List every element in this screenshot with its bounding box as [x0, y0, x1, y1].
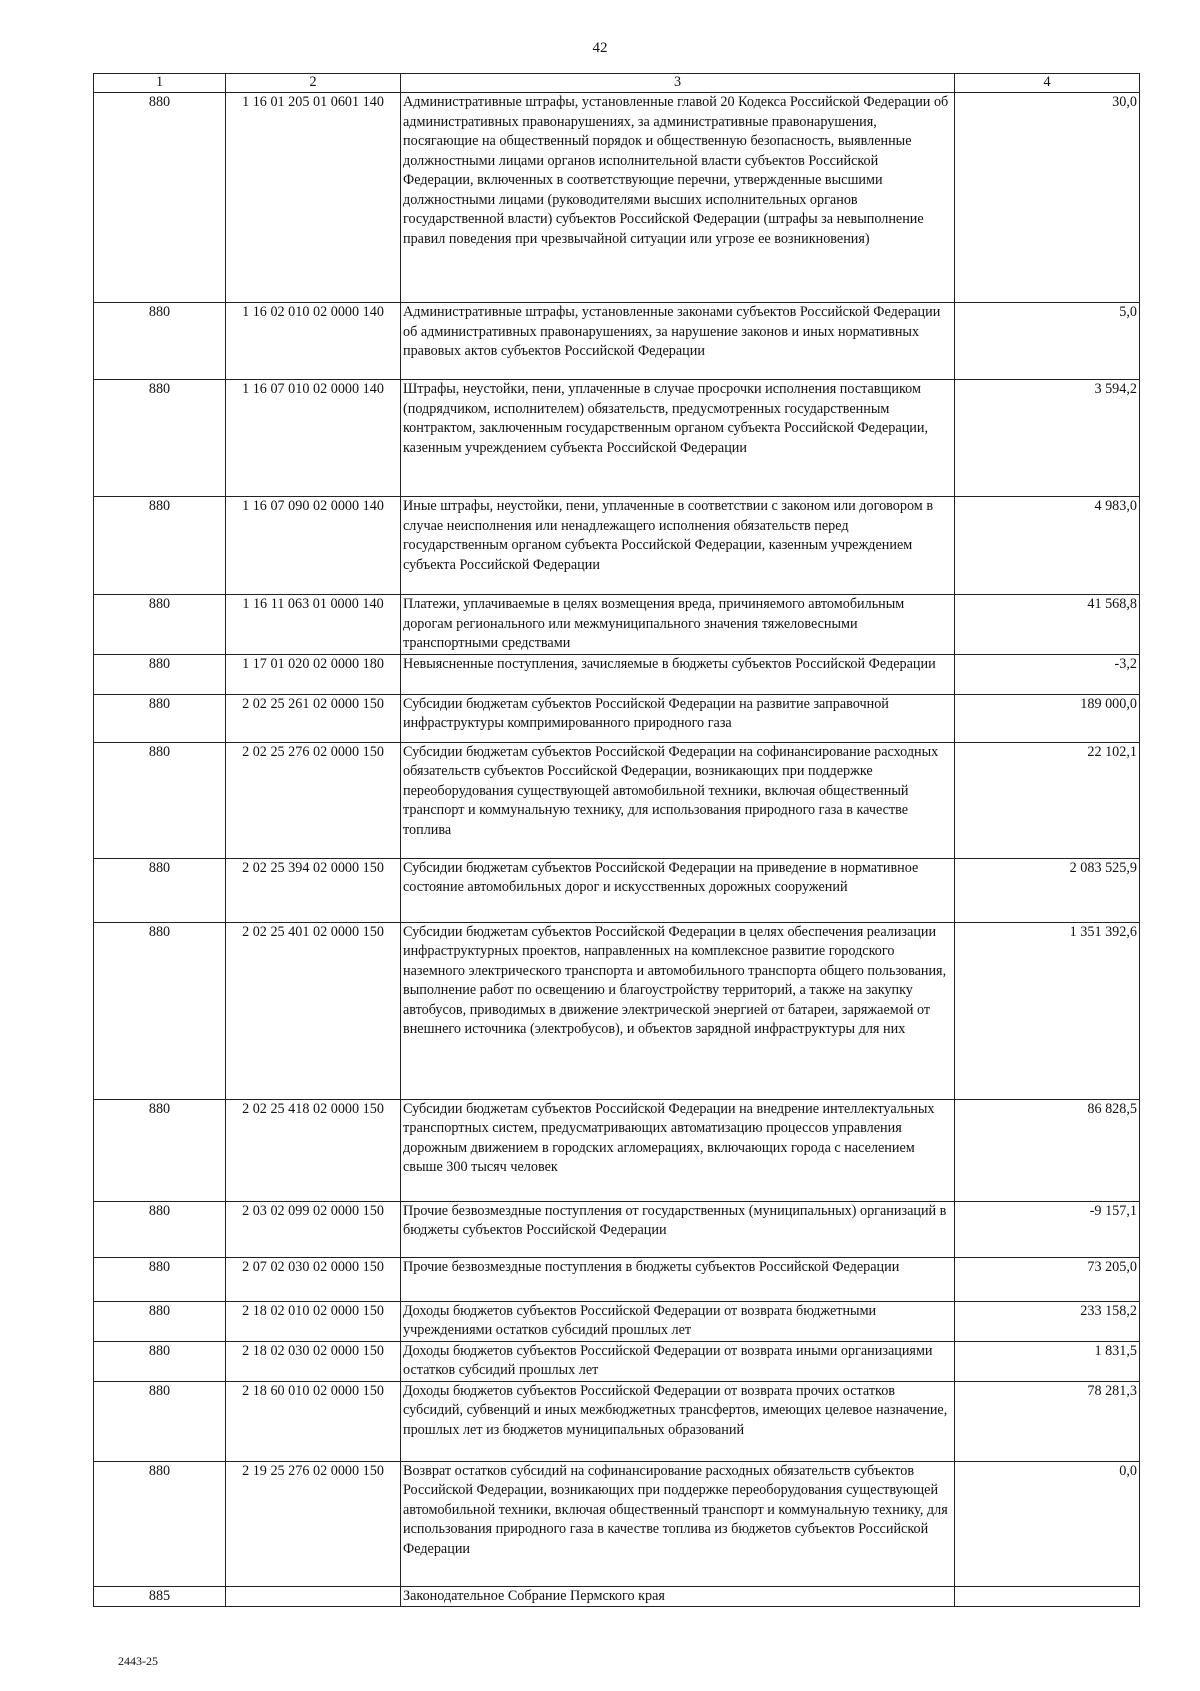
- amount-cell: [955, 1586, 1140, 1607]
- amount-cell: 78 281,3: [955, 1381, 1140, 1461]
- amount-cell: 2 083 525,9: [955, 858, 1140, 922]
- page-number: 42: [592, 40, 608, 56]
- admin-code-cell: 885: [94, 1586, 226, 1607]
- header-column-3: 3: [401, 74, 955, 93]
- admin-code-cell: 880: [94, 922, 226, 1099]
- admin-code-cell: 880: [94, 742, 226, 858]
- table-row: [94, 1586, 1140, 1607]
- amount-cell: -9 157,1: [955, 1201, 1140, 1257]
- admin-code-cell: 880: [94, 380, 226, 497]
- admin-code-cell: 880: [94, 1461, 226, 1586]
- description-cell: Административные штрафы, установленные главой 20 Кодекса Российской Федерации об административных правонарушениях, за административные правонарушения, посягающие на общественный порядок и общественную безопасность, выявленные должностными лицами органов исполнительной власти субъектов Российской Федерации, включенных в соответствующие перечни, утвержденные высшими должностными лицами (руководителями высших исполнительных органов государственной власти) субъектов Российской Федерации (штрафы за невыполнение правил поведения при чрезвычайной ситуации или угрозе ее возникновения): [401, 93, 955, 303]
- budget-code-cell: 2 02 25 418 02 0000 150: [226, 1099, 401, 1201]
- table-row: [94, 1381, 1140, 1461]
- admin-code-cell: 880: [94, 1257, 226, 1301]
- amount-cell: 0,0: [955, 1461, 1140, 1586]
- table-row: [94, 1301, 1140, 1341]
- budget-code-cell: 1 17 01 020 02 0000 180: [226, 654, 401, 694]
- budget-code-cell: 2 02 25 394 02 0000 150: [226, 858, 401, 922]
- admin-code-cell: 880: [94, 1341, 226, 1381]
- amount-cell: 1 831,5: [955, 1341, 1140, 1381]
- amount-cell: 233 158,2: [955, 1301, 1140, 1341]
- table-row: [94, 858, 1140, 922]
- budget-code-cell: 2 02 25 401 02 0000 150: [226, 922, 401, 1099]
- budget-code-cell: 2 07 02 030 02 0000 150: [226, 1257, 401, 1301]
- table-header-row: [94, 74, 1140, 93]
- admin-code-cell: 880: [94, 694, 226, 742]
- description-cell: Субсидии бюджетам субъектов Российской Федерации в целях обеспечения реализации инфраструктурных проектов, направленных на комплексное развитие городского наземного электрического транспорта и автомобильного транспорта общего пользования, выполнение работ по освещению и благоустройству территорий, а также на закупку автобусов, приводимых в движение электрической энергией от батареи, заряжаемой от внешнего источника (электробусов), и объектов зарядной инфраструктуры для них: [401, 922, 955, 1099]
- table-body: [94, 93, 1140, 1607]
- description-cell: Субсидии бюджетам субъектов Российской Федерации на софинансирование расходных обязательств субъектов Российской Федерации, возникающих при поддержке переоборудования существующей автомобильной техники, включая общественный транспорт и коммунальную технику, для использования природного газа в качестве топлива: [401, 742, 955, 858]
- description-cell: Субсидии бюджетам субъектов Российской Федерации на внедрение интеллектуальных транспортных систем, предусматривающих автоматизацию процессов управления дорожным движением в городских агломерациях, включающих города с населением свыше 300 тысяч человек: [401, 1099, 955, 1201]
- admin-code-cell: 880: [94, 1201, 226, 1257]
- admin-code-cell: 880: [94, 1301, 226, 1341]
- budget-code-cell: 2 19 25 276 02 0000 150: [226, 1461, 401, 1586]
- table-row: [94, 1461, 1140, 1586]
- admin-code-cell: 880: [94, 858, 226, 922]
- description-cell: Невыясненные поступления, зачисляемые в бюджеты субъектов Российской Федерации: [401, 654, 955, 694]
- table-row: [94, 595, 1140, 655]
- admin-code-cell: 880: [94, 497, 226, 595]
- budget-code-cell: 1 16 02 010 02 0000 140: [226, 303, 401, 380]
- budget-code-cell: 1 16 11 063 01 0000 140: [226, 595, 401, 655]
- description-cell: Возврат остатков субсидий на софинансирование расходных обязательств субъектов Российской Федерации, возникающих при поддержке переоборудования существующей автомобильной техники, включая общественный транспорт и коммунальную технику, для использования природного газа в качестве топлива из бюджетов субъектов Российской Федерации: [401, 1461, 955, 1586]
- table-row: [94, 303, 1140, 380]
- amount-cell: 73 205,0: [955, 1257, 1140, 1301]
- admin-code-cell: 880: [94, 303, 226, 380]
- budget-code-cell: 2 02 25 261 02 0000 150: [226, 694, 401, 742]
- table-row: [94, 1257, 1140, 1301]
- description-cell: Субсидии бюджетам субъектов Российской Федерации на приведение в нормативное состояние автомобильных дорог и искусственных дорожных сооружений: [401, 858, 955, 922]
- table-row: [94, 654, 1140, 694]
- table-row: [94, 1099, 1140, 1201]
- budget-code-cell: 2 18 02 030 02 0000 150: [226, 1341, 401, 1381]
- header-column-1: 1: [94, 74, 226, 93]
- budget-code-cell: 2 18 60 010 02 0000 150: [226, 1381, 401, 1461]
- admin-code-cell: 880: [94, 1381, 226, 1461]
- description-cell: Доходы бюджетов субъектов Российской Федерации от возврата прочих остатков субсидий, субвенций и иных межбюджетных трансфертов, имеющих целевое назначение, прошлых лет из бюджетов муниципальных образований: [401, 1381, 955, 1461]
- description-cell: Прочие безвозмездные поступления от государственных (муниципальных) организаций в бюджеты субъектов Российской Федерации: [401, 1201, 955, 1257]
- amount-cell: 3 594,2: [955, 380, 1140, 497]
- description-cell: Законодательное Собрание Пермского края: [401, 1586, 955, 1607]
- amount-cell: 22 102,1: [955, 742, 1140, 858]
- amount-cell: 5,0: [955, 303, 1140, 380]
- description-cell: Доходы бюджетов субъектов Российской Федерации от возврата бюджетными учреждениями остатков субсидий прошлых лет: [401, 1301, 955, 1341]
- table-row: [94, 380, 1140, 497]
- amount-cell: 41 568,8: [955, 595, 1140, 655]
- description-cell: Штрафы, неустойки, пени, уплаченные в случае просрочки исполнения поставщиком (подрядчиком, исполнителем) обязательств, предусмотренных государственным контрактом, заключенным государственным органом субъекта Российской Федерации, казенным учреждением субъекта Российской Федерации: [401, 380, 955, 497]
- amount-cell: 189 000,0: [955, 694, 1140, 742]
- budget-code-cell: 1 16 07 090 02 0000 140: [226, 497, 401, 595]
- admin-code-cell: 880: [94, 1099, 226, 1201]
- budget-table: [93, 73, 1140, 1607]
- description-cell: Субсидии бюджетам субъектов Российской Федерации на развитие заправочной инфраструктуры компримированного природного газа: [401, 694, 955, 742]
- amount-cell: -3,2: [955, 654, 1140, 694]
- budget-code-cell: 2 02 25 276 02 0000 150: [226, 742, 401, 858]
- amount-cell: 30,0: [955, 93, 1140, 303]
- budget-code-cell: 2 03 02 099 02 0000 150: [226, 1201, 401, 1257]
- budget-code-cell: [226, 1586, 401, 1607]
- description-cell: Административные штрафы, установленные законами субъектов Российской Федерации об административных правонарушениях, за нарушение законов и иных нормативных правовых актов субъектов Российской Федерации: [401, 303, 955, 380]
- amount-cell: 4 983,0: [955, 497, 1140, 595]
- document-code: 2443-25: [118, 1654, 158, 1668]
- table-row: [94, 922, 1140, 1099]
- admin-code-cell: 880: [94, 595, 226, 655]
- amount-cell: 1 351 392,6: [955, 922, 1140, 1099]
- table-row: [94, 742, 1140, 858]
- admin-code-cell: 880: [94, 93, 226, 303]
- header-column-2: 2: [226, 74, 401, 93]
- table-row: [94, 1341, 1140, 1381]
- budget-code-cell: 2 18 02 010 02 0000 150: [226, 1301, 401, 1341]
- table-row: [94, 694, 1140, 742]
- budget-code-cell: 1 16 07 010 02 0000 140: [226, 380, 401, 497]
- budget-code-cell: 1 16 01 205 01 0601 140: [226, 93, 401, 303]
- description-cell: Иные штрафы, неустойки, пени, уплаченные в соответствии с законом или договором в случае неисполнения или ненадлежащего исполнения обязательств перед государственным органом субъекта Российской Федерации, казенным учреждением субъекта Российской Федерации: [401, 497, 955, 595]
- amount-cell: 86 828,5: [955, 1099, 1140, 1201]
- description-cell: Платежи, уплачиваемые в целях возмещения вреда, причиняемого автомобильным дорогам регионального или межмуниципального значения тяжеловесными транспортными средствами: [401, 595, 955, 655]
- admin-code-cell: 880: [94, 654, 226, 694]
- table-row: [94, 497, 1140, 595]
- description-cell: Доходы бюджетов субъектов Российской Федерации от возврата иными организациями остатков субсидий прошлых лет: [401, 1341, 955, 1381]
- description-cell: Прочие безвозмездные поступления в бюджеты субъектов Российской Федерации: [401, 1257, 955, 1301]
- table-row: [94, 1201, 1140, 1257]
- table-row: [94, 93, 1140, 303]
- header-column-4: 4: [955, 74, 1140, 93]
